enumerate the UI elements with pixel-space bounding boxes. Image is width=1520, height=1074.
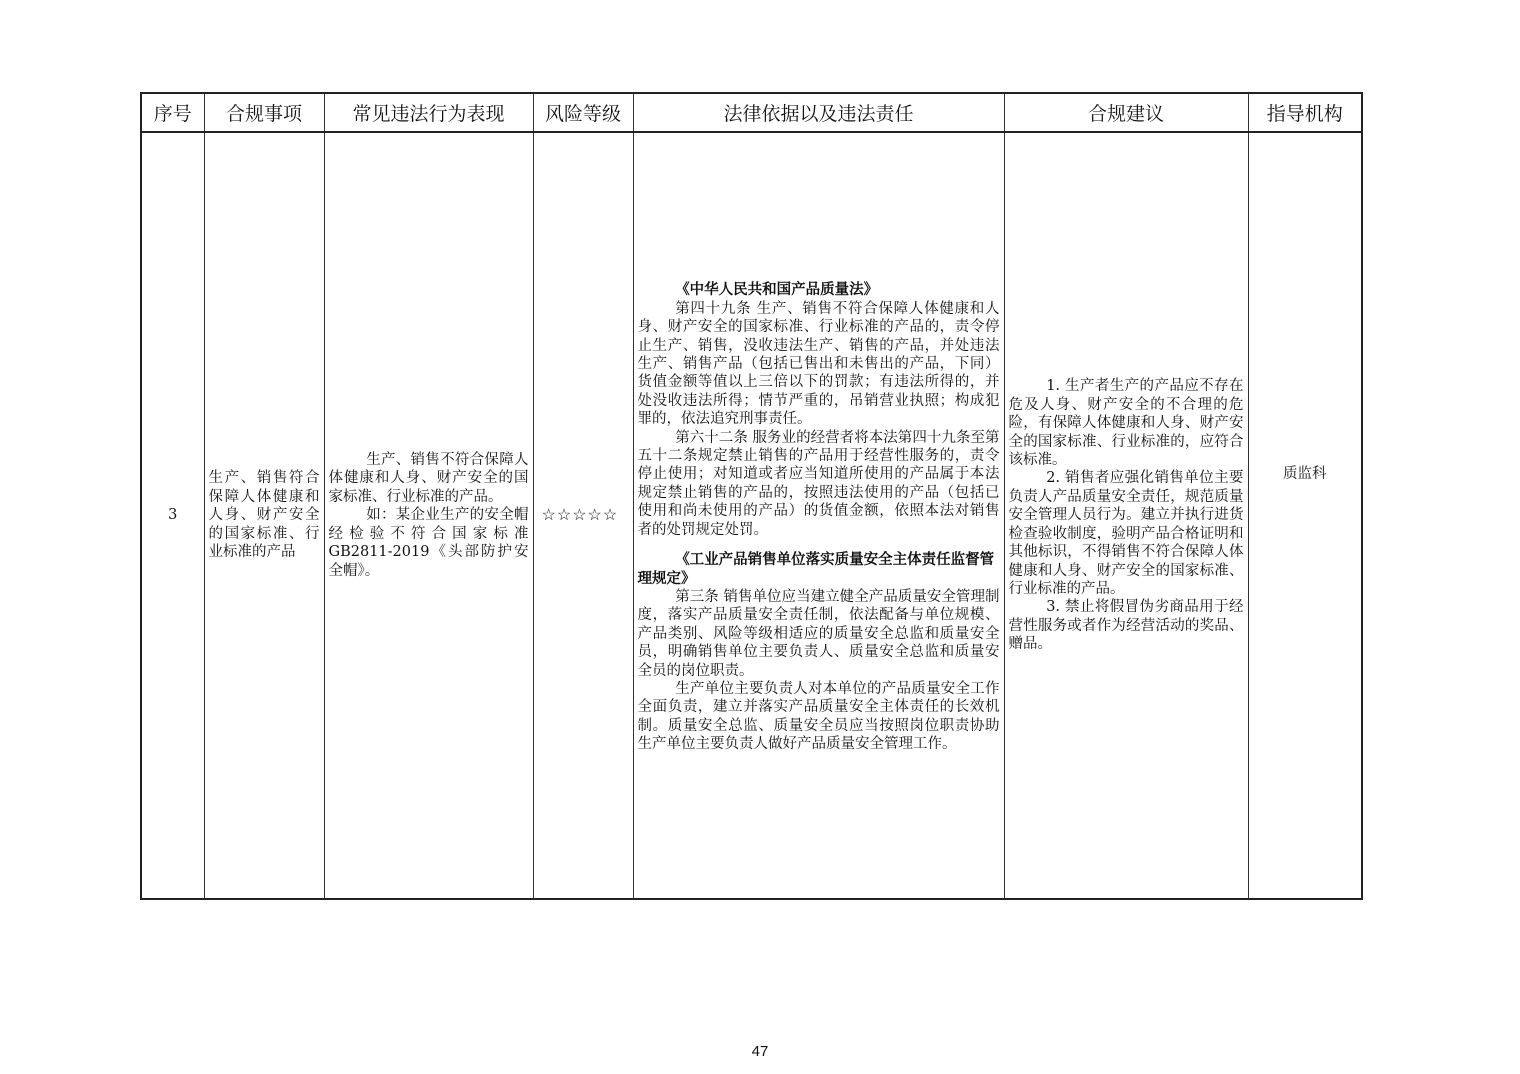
header-number: 序号 [141,93,204,132]
risk-level-stars: ☆☆☆☆☆ [541,504,619,524]
table-row [141,132,1362,899]
violation-behavior [324,132,533,899]
advice-item-3: 3. 禁止将假冒伪劣商品用于经营性服务或者作为经营活动的奖品、赠品。 [1008,599,1244,653]
header-behavior: 常见违法行为表现 [324,93,533,132]
spacer [638,539,1000,551]
advice-item-2: 2. 销售者应强化销售单位主要负责人产品质量安全责任，规范质量安全管理人员行为。建立并执行进货检查验收制度，验明产品合格证明和其他标识，不得销售不符合保障人体健康和人身、财产安全的国家标准、行业标准的产品。 [1008,470,1244,597]
law1-article62: 第六十二条 服务业的经营者将本法第四十九条至第五十二条规定禁止销售的产品用于经营性服务的，责令停止使用；对知道或者应当知道所使用的产品属于本法规定禁止销售的产品的，按照违法使用的产品（包括已使用和尚未使用的产品）的货值金额，依照本法对销售者的处罚规定处罚。 [637,429,1000,538]
behavior-example: 如：某企业生产的安全帽经检验不符合国家标准GB2811-2019《头部防护安全帽》。 [328,507,529,579]
header-legal-basis: 法律依据以及违法责任 [633,93,1004,132]
guiding-agency [1248,132,1362,899]
row-number: 3 [141,132,204,899]
compliance-item-text: 生产、销售符合保障人体健康和人身、财产安全的国家标准、行业标准的产品 [208,470,320,561]
compliance-table [140,92,1363,900]
header-risk-level: 风险等级 [533,93,633,132]
header-row [141,93,1362,132]
law1-title: 《中华人民共和国产品质量法》 [675,281,879,299]
law2-title: 《工业产品销售单位落实质量安全主体责任监督管理规定》 [637,551,995,587]
header-agency: 指导机构 [1248,93,1362,132]
advice-item-1: 1. 生产者生产的产品应不存在危及人身、财产安全的不合理的危险，有保障人体健康和人身、财产安全的国家标准、行业标准的，应符合该标准。 [1008,378,1244,469]
law2-article3: 第三条 销售单位应当建立健全产品质量安全管理制度，落实产品质量安全责任制，依法配备与单位规模、产品类别、风险等级相适应的质量安全总监和质量安全员，明确销售单位主要负责人、质量安全总监和质量安全员的岗位职责。 [637,588,1000,679]
header-item: 合规事项 [204,93,324,132]
page-number: 47 [751,1043,769,1060]
guiding-agency-text: 质监科 [1283,466,1327,482]
legal-basis [633,132,1004,899]
behavior-text: 生产、销售不符合保障人体健康和人身、财产安全的国家标准、行业标准的产品。 [328,452,529,505]
compliance-advice [1004,132,1248,899]
law2-paragraph2: 生产单位主要负责人对本单位的产品质量安全工作全面负责，建立并落实产品质量安全主体责任的长效机制。质量安全总监、质量安全员应当按照岗位职责协助生产单位主要负责人做好产品质量安全管理工作。 [637,680,1000,753]
compliance-item [204,132,324,899]
risk-level [533,132,633,899]
law1-article49: 第四十九条 生产、销售不符合保障人体健康和人身、财产安全的国家标准、行业标准的产品的，责令停止生产、销售，没收违法生产、销售的产品，并处违法生产、销售产品（包括已售出和未售出的产品，下同）货值金额等值以上三倍以下的罚款；有违法所得的，并处没收违法所得；情节严重的，吊销营业执照；构成犯罪的，依法追究刑事责任。 [637,300,1000,428]
header-advice: 合规建议 [1004,93,1248,132]
